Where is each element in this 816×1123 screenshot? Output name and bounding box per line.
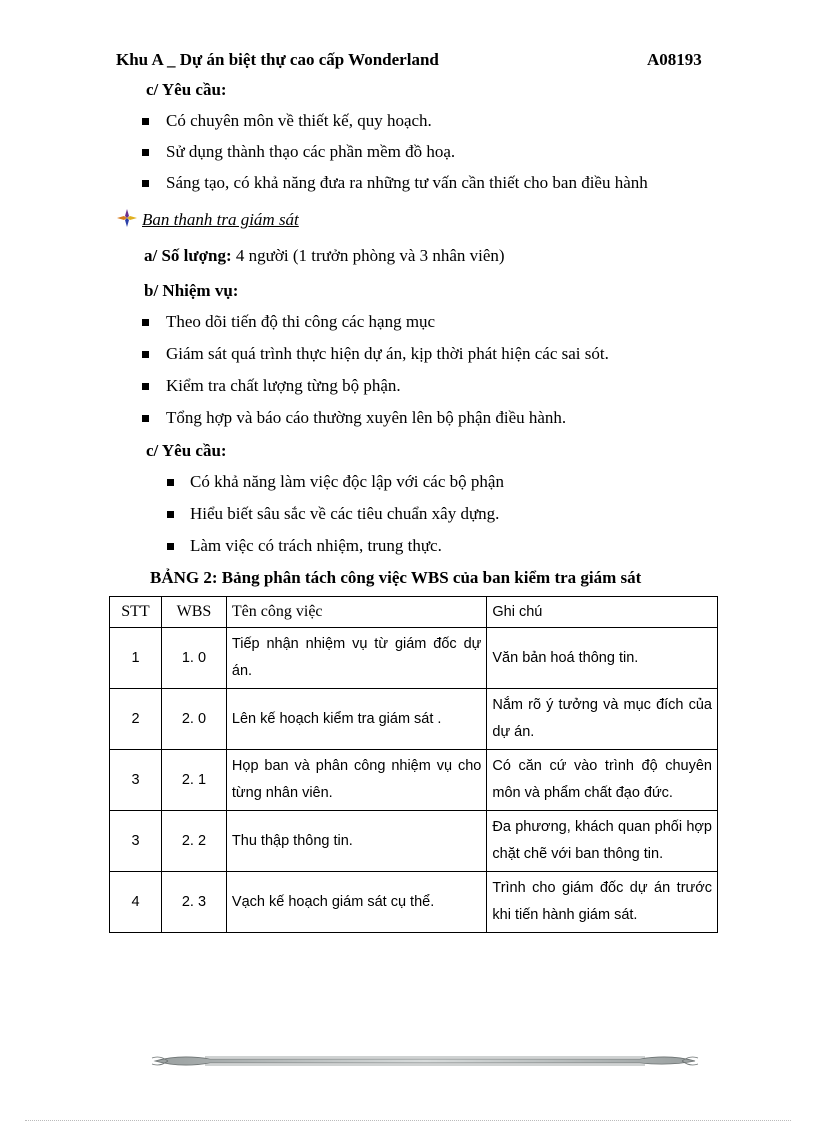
bullet-icon (167, 543, 174, 550)
list-item: Làm việc có trách nhiệm, trung thực. (190, 536, 442, 555)
quantity-value: 4 người (1 trưởn phòng và 3 nhân viên) (231, 246, 505, 265)
cell-note: Trình cho giám đốc dự án trước khi tiến hành giám sát. (487, 872, 718, 933)
cell-task: Lên kế hoạch kiểm tra giám sát . (226, 689, 486, 750)
list-item: Tổng hợp và báo cáo thường xuyên lên bộ phận điều hành. (166, 408, 567, 427)
cell-stt: 4 (110, 872, 162, 933)
list-item: Có khả năng làm việc độc lập với các bộ phận (190, 472, 504, 491)
list-item: Có chuyên môn về thiết kế, quy hoạch. (166, 111, 432, 130)
cell-wbs: 2. 0 (161, 689, 226, 750)
cross-star-bullet-icon (117, 209, 137, 227)
tasks-heading: b/ Nhiệm vụ: (144, 281, 239, 300)
cell-note: Đa phương, khách quan phối hợp chặt chẽ với ban thông tin. (487, 811, 718, 872)
list-item: Sáng tạo, có khả năng đưa ra những tư vấn cần thiết cho ban điều hành (166, 173, 648, 192)
quantity-line (144, 246, 505, 266)
bullet-icon (142, 383, 149, 390)
list-item: Theo dõi tiến độ thi công các hạng mục (166, 312, 436, 331)
bullet-icon (142, 149, 149, 156)
bullet-icon (142, 351, 149, 358)
cell-wbs: 2. 3 (161, 872, 226, 933)
quantity-label: a/ Số lượng: (144, 246, 232, 265)
cell-note: Văn bản hoá thông tin. (487, 628, 718, 689)
cell-wbs: 2. 1 (161, 750, 226, 811)
cell-task: Tiếp nhận nhiệm vụ từ giám đốc dự án. (226, 628, 486, 689)
page-bottom-divider (25, 1120, 791, 1121)
bullet-icon (142, 319, 149, 326)
section-title-board: Ban thanh tra giám sát (142, 210, 299, 229)
column-header-wbs: WBS (161, 597, 226, 628)
table-caption: BẢNG 2: Bảng phân tách công việc WBS của ban kiểm tra giám sát (150, 568, 642, 587)
table-row (110, 750, 718, 811)
cell-task: Vạch kế hoạch giám sát cụ thể. (226, 872, 486, 933)
cell-task: Họp ban và phân công nhiệm vụ cho từng nhân viên. (226, 750, 486, 811)
table-row (110, 689, 718, 750)
list-item: Hiểu biết sâu sắc về các tiêu chuẩn xây dựng. (190, 504, 500, 523)
cell-stt: 3 (110, 811, 162, 872)
wbs-table (109, 596, 718, 933)
requirements-heading: c/ Yêu cầu: (146, 80, 227, 99)
list-item: Giám sát quá trình thực hiện dự án, kịp thời phát hiện các sai sót. (166, 344, 609, 363)
cell-note: Nắm rõ ý tưởng và mục đích của dự án. (487, 689, 718, 750)
table-row (110, 628, 718, 689)
bullet-icon (167, 511, 174, 518)
bullet-icon (142, 415, 149, 422)
column-header-task: Tên công việc (226, 597, 486, 628)
document-code: A08193 (647, 50, 702, 69)
cell-stt: 2 (110, 689, 162, 750)
table-row (110, 811, 718, 872)
cell-task: Thu thập thông tin. (226, 811, 486, 872)
bullet-icon (142, 118, 149, 125)
cell-wbs: 1. 0 (161, 628, 226, 689)
bullet-icon (142, 180, 149, 187)
table-row (110, 872, 718, 933)
decorative-divider-icon (150, 1050, 700, 1072)
table-header-row (110, 597, 718, 628)
list-item: Sử dụng thành thạo các phần mềm đồ hoạ. (166, 142, 456, 161)
cell-wbs: 2. 2 (161, 811, 226, 872)
list-item: Kiểm tra chất lượng từng bộ phận. (166, 376, 401, 395)
cell-stt: 3 (110, 750, 162, 811)
column-header-note: Ghi chú (487, 597, 718, 628)
cell-note: Có căn cứ vào trình độ chuyên môn và phẩm chất đạo đức. (487, 750, 718, 811)
bullet-icon (167, 479, 174, 486)
column-header-stt: STT (110, 597, 162, 628)
document-header-title: Khu A _ Dự án biệt thự cao cấp Wonderland (116, 50, 439, 69)
requirements-heading-2: c/ Yêu cầu: (146, 441, 227, 460)
cell-stt: 1 (110, 628, 162, 689)
